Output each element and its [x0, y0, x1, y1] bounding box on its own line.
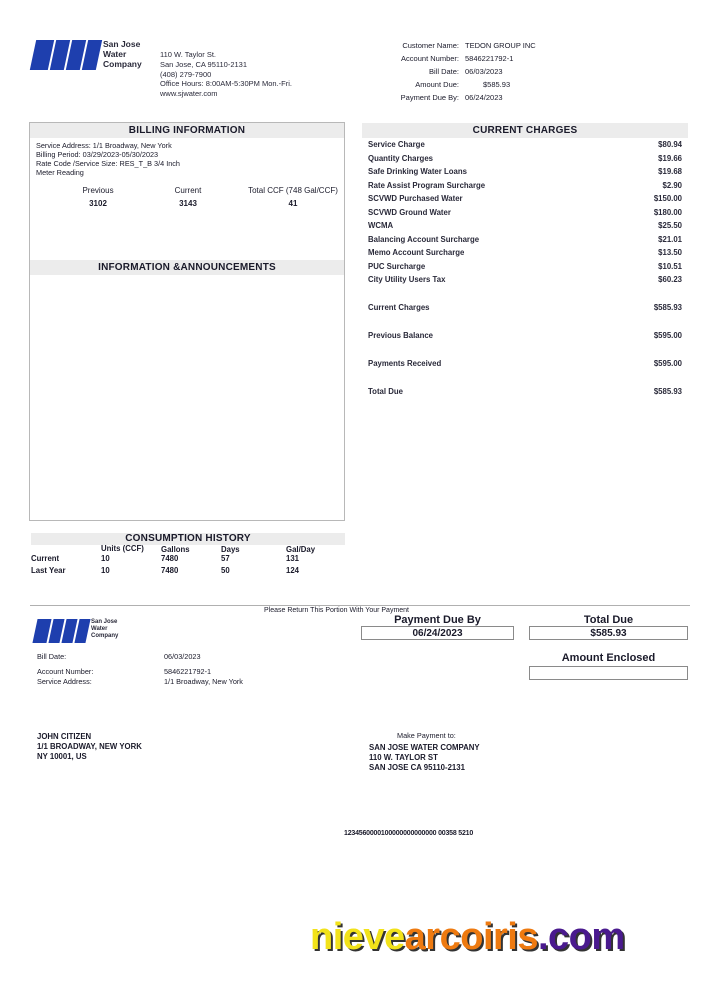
charge-row: PUC Surcharge $10.51 [368, 261, 682, 271]
service-address: Service Address: 1/1 Broadway, New York [36, 141, 172, 150]
announcements-title: INFORMATION &ANNOUNCEMENTS [30, 260, 344, 275]
stub-payment-due-value: 06/24/2023 [361, 626, 514, 640]
bill-date: 06/03/2023 [465, 67, 503, 76]
stub-bill-date: 06/03/2023 [164, 652, 201, 661]
billing-period: Billing Period: 03/29/2023-05/30/2023 [36, 150, 159, 160]
customer-mailing-address: JOHN CITIZEN 1/1 BROADWAY, NEW YORK NY 10001, US [37, 732, 142, 762]
account-summary: Customer Name: TEDON GROUP INC Account Number: 5846221792-1 Bill Date: 06/03/2023 Amount Due: $585.93 Payment Due By: 06/24/2023 [400, 41, 536, 102]
stub-total-due-value: $585.93 [529, 626, 688, 640]
charge-row: Quantity Charges $19.66 [368, 153, 682, 163]
sjw-logo-icon [35, 619, 88, 643]
charge-row: Safe Drinking Water Loans $19.68 [368, 167, 682, 176]
remit-title: Make Payment to: [397, 731, 456, 740]
current-reading: 3143 [179, 199, 197, 209]
consumption-title: CONSUMPTION HISTORY [31, 533, 345, 545]
previous-reading: 3102 [89, 199, 107, 209]
company-address: 110 W. Taylor St. San Jose, CA 95110-2131 (408) 279-7900 Office Hours: 8:00AM-5:30PM Mon.-Fri. www.sjwater.com [160, 50, 292, 98]
billing-title: BILLING INFORMATION [30, 123, 344, 138]
stub-account-number: 5846221792-1 [164, 667, 212, 676]
account-number: 5846221792-1 [465, 54, 514, 63]
charge-row: Memo Account Surcharge $13.50 [368, 248, 682, 257]
payment-due-date: 06/24/2023 [465, 93, 503, 102]
watermark-logo: nievearcoiris.com [310, 916, 625, 958]
billing-panel [29, 122, 345, 521]
charge-row: Service Charge $80.94 [368, 140, 682, 149]
company-logo [33, 40, 142, 70]
meter-reading-label: Meter Reading [36, 168, 84, 178]
sjw-logo-icon [33, 40, 99, 70]
company-name: San Jose Water Company [103, 39, 142, 69]
meter-reading-table: Previous Current Total CCF (748 Gal/CCF) 3102 3143 41 [30, 180, 344, 208]
tear-line [30, 605, 690, 606]
charge-row: SCVWD Purchased Water $150.00 [368, 194, 682, 203]
charge-row: Rate Assist Program Surcharge $2.90 [368, 180, 682, 190]
stub-service-address: 1/1 Broadway, New York [164, 677, 243, 686]
consumption-history [31, 533, 345, 575]
website-link[interactable]: www.sjwater.com [160, 89, 218, 98]
consumption-header-row: Units (CCF) Gallons Days Gal/Day [101, 544, 316, 554]
charge-row: Balancing Account Surcharge $21.01 [368, 234, 682, 244]
return-note: Please Return This Portion With Your Payment [264, 607, 410, 614]
remit-to: Make Payment to: SAN JOSE WATER COMPANY 110 W. TAYLOR ST SAN JOSE CA 95110-2131 [369, 731, 480, 773]
charge-row: WCMA $25.50 [368, 221, 682, 230]
stub-total-due: Total Due $585.93 [529, 614, 688, 640]
consumption-row: Current 10 7480 57 131 [31, 554, 300, 563]
charges-panel [362, 123, 688, 396]
stub-logo: San Jose Water Company [35, 619, 118, 643]
stub-amount-enclosed: Amount Enclosed [529, 652, 688, 680]
payments-received: Payments Received $595.00 [368, 358, 682, 368]
scanline: 1234560000100000000000000 00358 5210 [344, 830, 474, 837]
total-ccf: 41 [288, 199, 298, 209]
total-due: Total Due $585.93 [368, 386, 682, 396]
consumption-row: Last Year 10 7480 50 124 [31, 566, 300, 575]
previous-balance: Previous Balance $595.00 [368, 330, 682, 340]
amount-due: $585.93 [483, 80, 511, 89]
charge-row: SCVWD Ground Water $180.00 [368, 207, 682, 217]
charges-title: CURRENT CHARGES [362, 123, 688, 138]
current-charges-total: Current Charges $585.93 [368, 302, 682, 312]
rate-code: Rate Code /Service Size: RES_T_B 3/4 Inch [36, 159, 180, 169]
stub-payment-due: Payment Due By 06/24/2023 [361, 614, 514, 640]
charge-row: City Utility Users Tax $60.23 [368, 275, 682, 284]
customer-name: TEDON GROUP INC [465, 41, 536, 50]
stub-details: Bill Date: 06/03/2023 Account Number: 5846221792-1 Service Address: 1/1 Broadway, New York [37, 652, 243, 686]
amount-enclosed-field[interactable] [529, 666, 688, 680]
